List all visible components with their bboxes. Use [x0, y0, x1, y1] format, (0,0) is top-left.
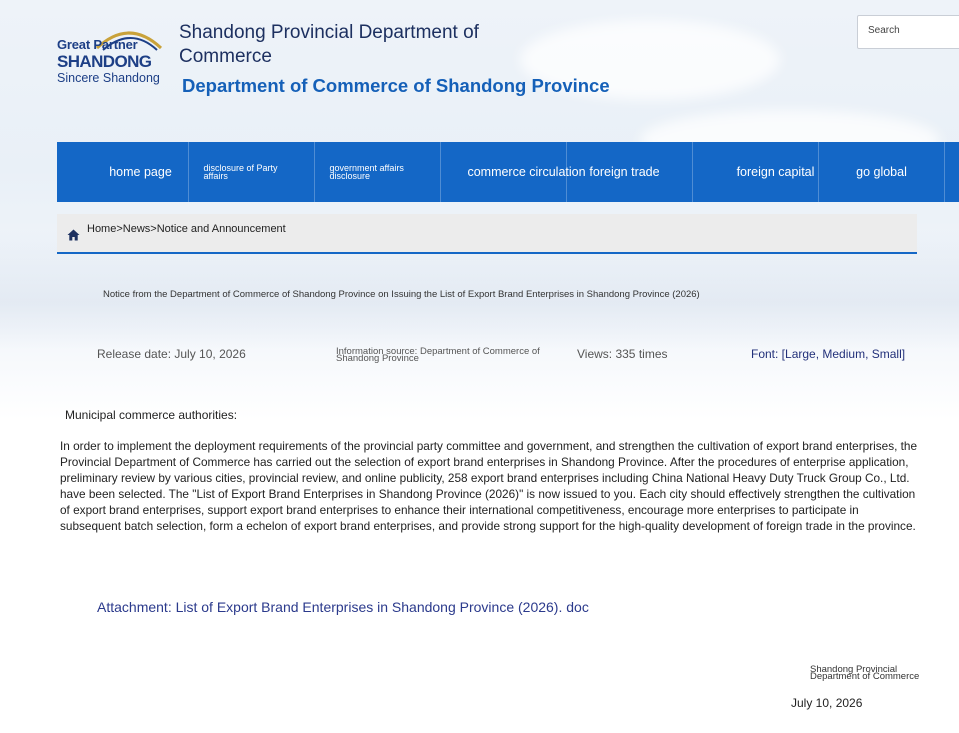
font-small-link[interactable]: Small: [871, 347, 902, 361]
attachment-link[interactable]: Attachment: List of Export Brand Enterprises in Shandong Province (2026). doc: [97, 599, 589, 615]
nav-item-home-page[interactable]: [57, 142, 189, 202]
breadcrumb-text[interactable]: Home>News>Notice and Announcement: [87, 223, 286, 235]
home-icon[interactable]: [67, 229, 80, 241]
font-medium-link[interactable]: Medium: [822, 347, 866, 361]
nav-item-label: disclosure of Party affairs: [203, 163, 278, 181]
search-input[interactable]: Search: [857, 15, 959, 49]
nav-item-foreign-trade[interactable]: [567, 142, 693, 202]
logo-line-1: Great Partner: [57, 37, 138, 52]
nav-item-party-affairs[interactable]: [189, 142, 315, 202]
nav-item-label: foreign capital: [736, 165, 815, 179]
signature-date: July 10, 2026: [791, 696, 863, 710]
site-logo[interactable]: [57, 24, 169, 86]
site-header: [0, 0, 959, 140]
nav-item-foreign-capital[interactable]: [693, 142, 819, 202]
article-title: Notice from the Department of Commerce of Shandong Province on Issuing the List of Export Brand Enterprises in Shandong Province (2026): [103, 289, 700, 300]
nav-item-label: foreign trade: [589, 165, 660, 179]
signature: Shandong Provincial Department of Commerce: [810, 664, 920, 682]
logo-line-3: Sincere Shandong: [57, 71, 160, 85]
site-subtitle: Department of Commerce of Shandong Province: [182, 75, 610, 96]
nav-item-commerce-circulation[interactable]: [441, 142, 586, 202]
main-nav: [57, 142, 959, 202]
nav-item-label: home page: [109, 165, 172, 179]
nav-item-label: government affairs disclosure: [329, 163, 404, 181]
salutation: Municipal commerce authorities:: [65, 408, 238, 422]
view-count: Views: 335 times: [577, 347, 668, 361]
nav-item-label: commerce circulation: [467, 165, 586, 179]
font-control-suffix: ]: [901, 347, 906, 361]
nav-item-label: go global: [856, 165, 907, 179]
font-size-control: Font: [Large, Medium, Small]: [751, 347, 906, 361]
nav-item-go-global[interactable]: [819, 142, 945, 202]
site-title: Shandong Provincial Department of Commerce: [179, 22, 479, 67]
logo-line-2: SHANDONG: [57, 52, 152, 71]
breadcrumb: [57, 214, 917, 254]
information-source: Information source: Department of Commerce of Shandong Province: [336, 346, 540, 364]
release-date: Release date: July 10, 2026: [97, 347, 246, 361]
font-large-link[interactable]: Large: [785, 347, 816, 361]
article-body: In order to implement the deployment requirements of the provincial party committee and government, and strengthen the cultivation of export brand enterprises, the Provincial Department of Commerce has carried out the selection of export brand enterprises in Shandong Province. After the procedures of enterprise application, preliminary review by various cities, provincial review, and online publicity, 258 export brand enterprises including China National Heavy Duty Truck Group Co., Ltd. have been selected. The "List of Export Brand Enterprises in Shandong Province (2026)" is now issued to you. Each city should effectively strengthen the cultivation of export brand enterprises, support export brand enterprises to enhance their international competitiveness, encourage more enterprises to participate in subsequent batch selection, form a echelon of export brand enterprises, and provide strong support for the high-quality development of foreign trade in the province.: [60, 439, 918, 533]
font-control-prefix: Font: [: [751, 347, 786, 361]
